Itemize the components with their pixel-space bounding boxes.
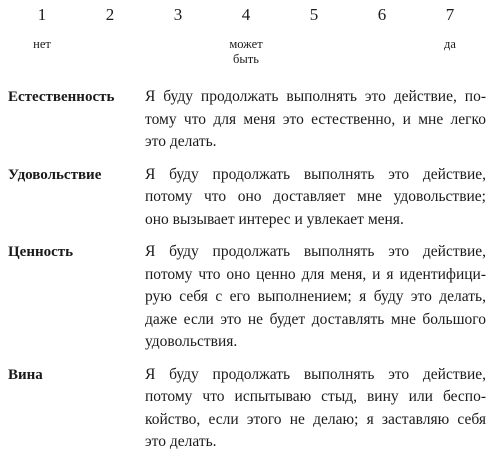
definition-line: оно вызывает интерес и увлекает меня. [145, 210, 404, 228]
scale-label-low: нет [33, 37, 51, 51]
definition-line: Я буду продолжать выполнять это действие, [145, 243, 486, 260]
definition-line: потому что оно доставляет мне удовольствие; [145, 188, 486, 205]
rating-scale [0, 4, 491, 74]
scale-number-1: 1 [37, 5, 47, 24]
item-term: Ценность [8, 244, 74, 260]
scale-number-7: 7 [445, 5, 455, 24]
definition-line: тому что для меня это естественно, и мне легко [145, 110, 486, 128]
scale-number-5: 5 [309, 5, 319, 24]
scale-number-6: 6 [377, 5, 387, 24]
definition-line: рую себя с его выполнением; я буду это делать, [145, 288, 486, 305]
item-guilt [8, 364, 486, 454]
definition-line: потому что испытываю стыд, вину или беспо- [145, 388, 486, 405]
definition-line: даже если это не будет доставлять мне большого [145, 310, 486, 328]
definition-line: койство, если этого не делаю; я заставляю себя [145, 410, 486, 428]
definition-line: это делать. [145, 433, 217, 450]
scale-label-mid-line1: может [229, 37, 263, 51]
item-definition [145, 86, 486, 154]
definition-line: Я буду продолжать выполнять это действие, по- [145, 88, 486, 105]
item-term: Естественность [8, 89, 115, 105]
item-term: Вина [8, 366, 43, 383]
item-term: Удовольствие [8, 166, 102, 183]
item-definition [145, 241, 486, 354]
item-value [8, 241, 486, 354]
scale-label-mid [206, 37, 286, 67]
scale-number-3: 3 [173, 5, 183, 24]
definition-line: Я буду продолжать выполнять это действие, [145, 165, 486, 183]
item-pleasure [8, 164, 486, 232]
item-definition [145, 364, 486, 454]
item-definition [145, 164, 486, 232]
scale-label-mid-line2: быть [233, 52, 259, 66]
item-naturalness [8, 86, 486, 154]
motivation-list [8, 86, 486, 464]
scale-number-2: 2 [105, 5, 115, 24]
definition-line: удовольствия. [145, 333, 238, 350]
scale-label-high: да [444, 37, 456, 51]
definition-line: Я буду продолжать выполнять это действие, [145, 365, 486, 383]
definition-line: это делать. [145, 133, 217, 150]
definition-line: потому что оно ценно для меня, и я идентифици- [145, 265, 486, 283]
scale-number-4: 4 [241, 5, 251, 24]
